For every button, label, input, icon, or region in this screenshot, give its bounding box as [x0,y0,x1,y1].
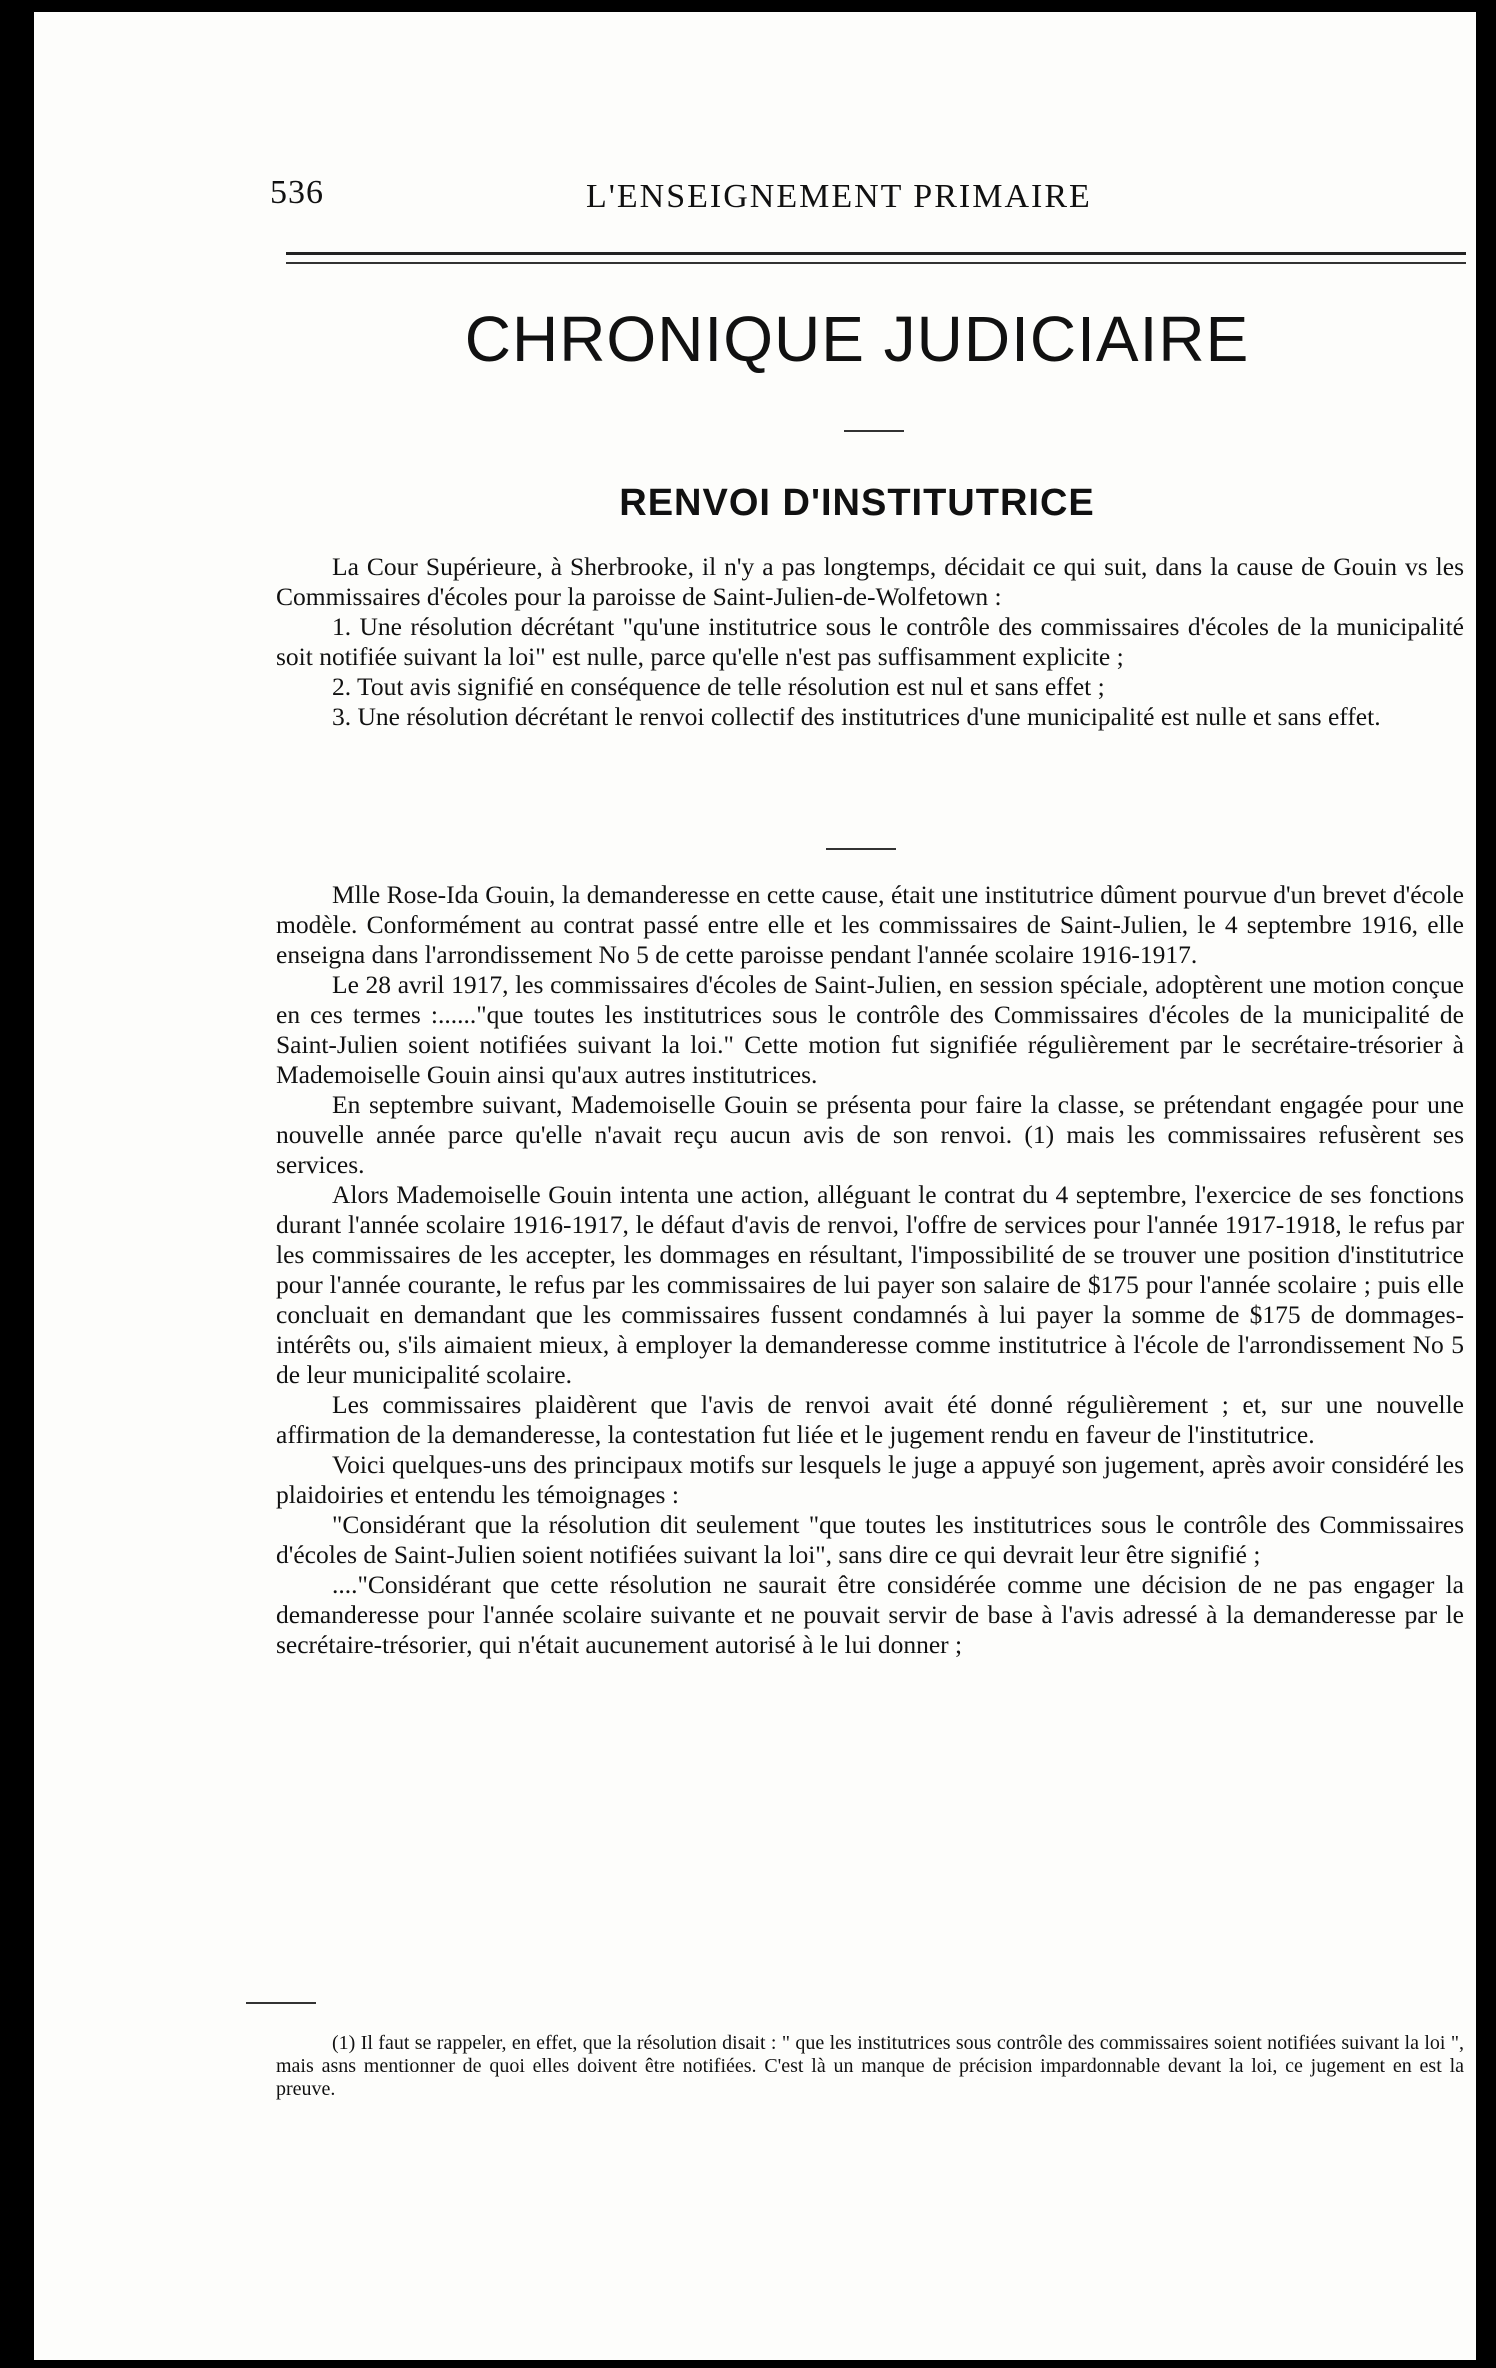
journal-title: L'ENSEIGNEMENT PRIMAIRE [586,178,1092,215]
body-paragraph: ...."Considérant que cette résolution ne saurait être considérée comme une décision de ne pas engager la demanderesse pour l'année scolaire suivante et ne pouvait servir de base à l'avis adressé à la demanderesse par le secrétaire-trésorier, qui n'était aucunement autorisé à le lui donner ; [276,1570,1464,1659]
body-paragraph: Le 28 avril 1917, les commissaires d'écoles de Saint-Julien, en session spéciale, adoptèrent une motion conçue en ces termes :......"que toutes les institutrices sous le contrôle des Commissaires d'écoles de la municipalité de Saint-Julien soient notifiées suivant la loi." Cette motion fut signifiée régulièrement par le secrétaire-trésorier à Mademoiselle Gouin ainsi qu'aux autres institutrices. [276,970,1464,1089]
body-paragraph: Voici quelques-uns des principaux motifs sur lesquels le juge a appuyé son jugement, après avoir considéré les plaidoiries et entendu les témoignages : [276,1450,1464,1509]
footnote [276,2032,1464,2101]
body-block [276,880,1464,1660]
body-paragraph: En septembre suivant, Mademoiselle Gouin se présenta pour faire la classe, se prétendant engagée pour une nouvelle année parce qu'elle n'avait reçu aucun avis de son renvoi. (1) mais les commissaires refusèrent ses services. [276,1090,1464,1179]
summary-point-1: 1. Une résolution décrétant "qu'une institutrice sous le contrôle des commissaires d'écoles de la municipalité soit notifiée suivant la loi" est nulle, parce qu'elle n'est pas suffisamment explicite ; [276,612,1464,671]
title-divider [844,430,904,432]
page-number: 536 [270,174,324,211]
summary-point-2: 2. Tout avis signifié en conséquence de telle résolution est nul et sans effet ; [332,672,1105,701]
footnote-divider [246,2002,316,2004]
document-page [34,12,1476,2360]
body-paragraph: "Considérant que la résolution dit seulement "que toutes les institutrices sous le contrôle des Commissaires d'écoles de Saint-Julien soient notifiées suivant la loi", sans dire ce qui devrait leur être signifié ; [276,1510,1464,1569]
footnote-text: (1) Il faut se rappeler, en effet, que la résolution disait : " que les institutrices sous contrôle des commissaires soient notifiées suivant la loi ", mais asns mentionner de quoi elles doivent être notifiées. C'est là un manque de précision impardonnable devant la loi, ce jugement en est la preuve. [276,2032,1464,2100]
body-paragraph: Les commissaires plaidèrent que l'avis de renvoi avait été donné régulièrement ; et, sur une nouvelle affirmation de la demanderesse, la contestation fut liée et le jugement rendu en faveur de l'institutrice. [276,1390,1464,1449]
running-header [246,174,1468,224]
body-paragraph: Mlle Rose-Ida Gouin, la demanderesse en cette cause, était une institutrice dûment pourvue d'un brevet d'école modèle. Conformément au contrat passé entre elle et les commissaires de Saint-Julien, le 4 septembre 1916, elle enseigna dans l'arrondissement No 5 de cette paroisse pendant l'année scolaire 1916-1917. [276,880,1464,969]
summary-block [276,552,1464,732]
summary-point-3: 3. Une résolution décrétant le renvoi collectif des institutrices d'une municipalité est nulle et sans effet. [332,702,1381,731]
summary-paragraph: La Cour Supérieure, à Sherbrooke, il n'y a pas longtemps, décidait ce qui suit, dans la cause de Gouin vs les Commissaires d'écoles pour la paroisse de Saint-Julien-de-Wolfetown : [276,552,1464,611]
header-rule-secondary [286,262,1466,264]
body-paragraph: Alors Mademoiselle Gouin intenta une action, alléguant le contrat du 4 septembre, l'exercice de ses fonctions durant l'année scolaire 1916-1917, le défaut d'avis de renvoi, l'offre de services pour l'année 1917-1918, le refus par les commissaires de les accepter, les dommages en résultant, l'impossibilité de se trouver une position d'institutrice pour l'année courante, le refus par les commissaires de lui payer son salaire de $175 pour l'année scolaire ; puis elle concluait en demandant que les commissaires fussent condamnés à lui payer la somme de $175 de dommages-intérêts ou, s'ils aimaient mieux, à employer la demanderesse comme institutrice à l'école de l'arrondissement No 5 de leur municipalité scolaire. [276,1180,1464,1389]
article-title: CHRONIQUE JUDICIAIRE [464,303,1250,375]
article-subtitle: RENVOI D'INSTITUTRICE [619,482,1095,524]
header-rule [286,252,1466,255]
section-divider [826,848,896,850]
